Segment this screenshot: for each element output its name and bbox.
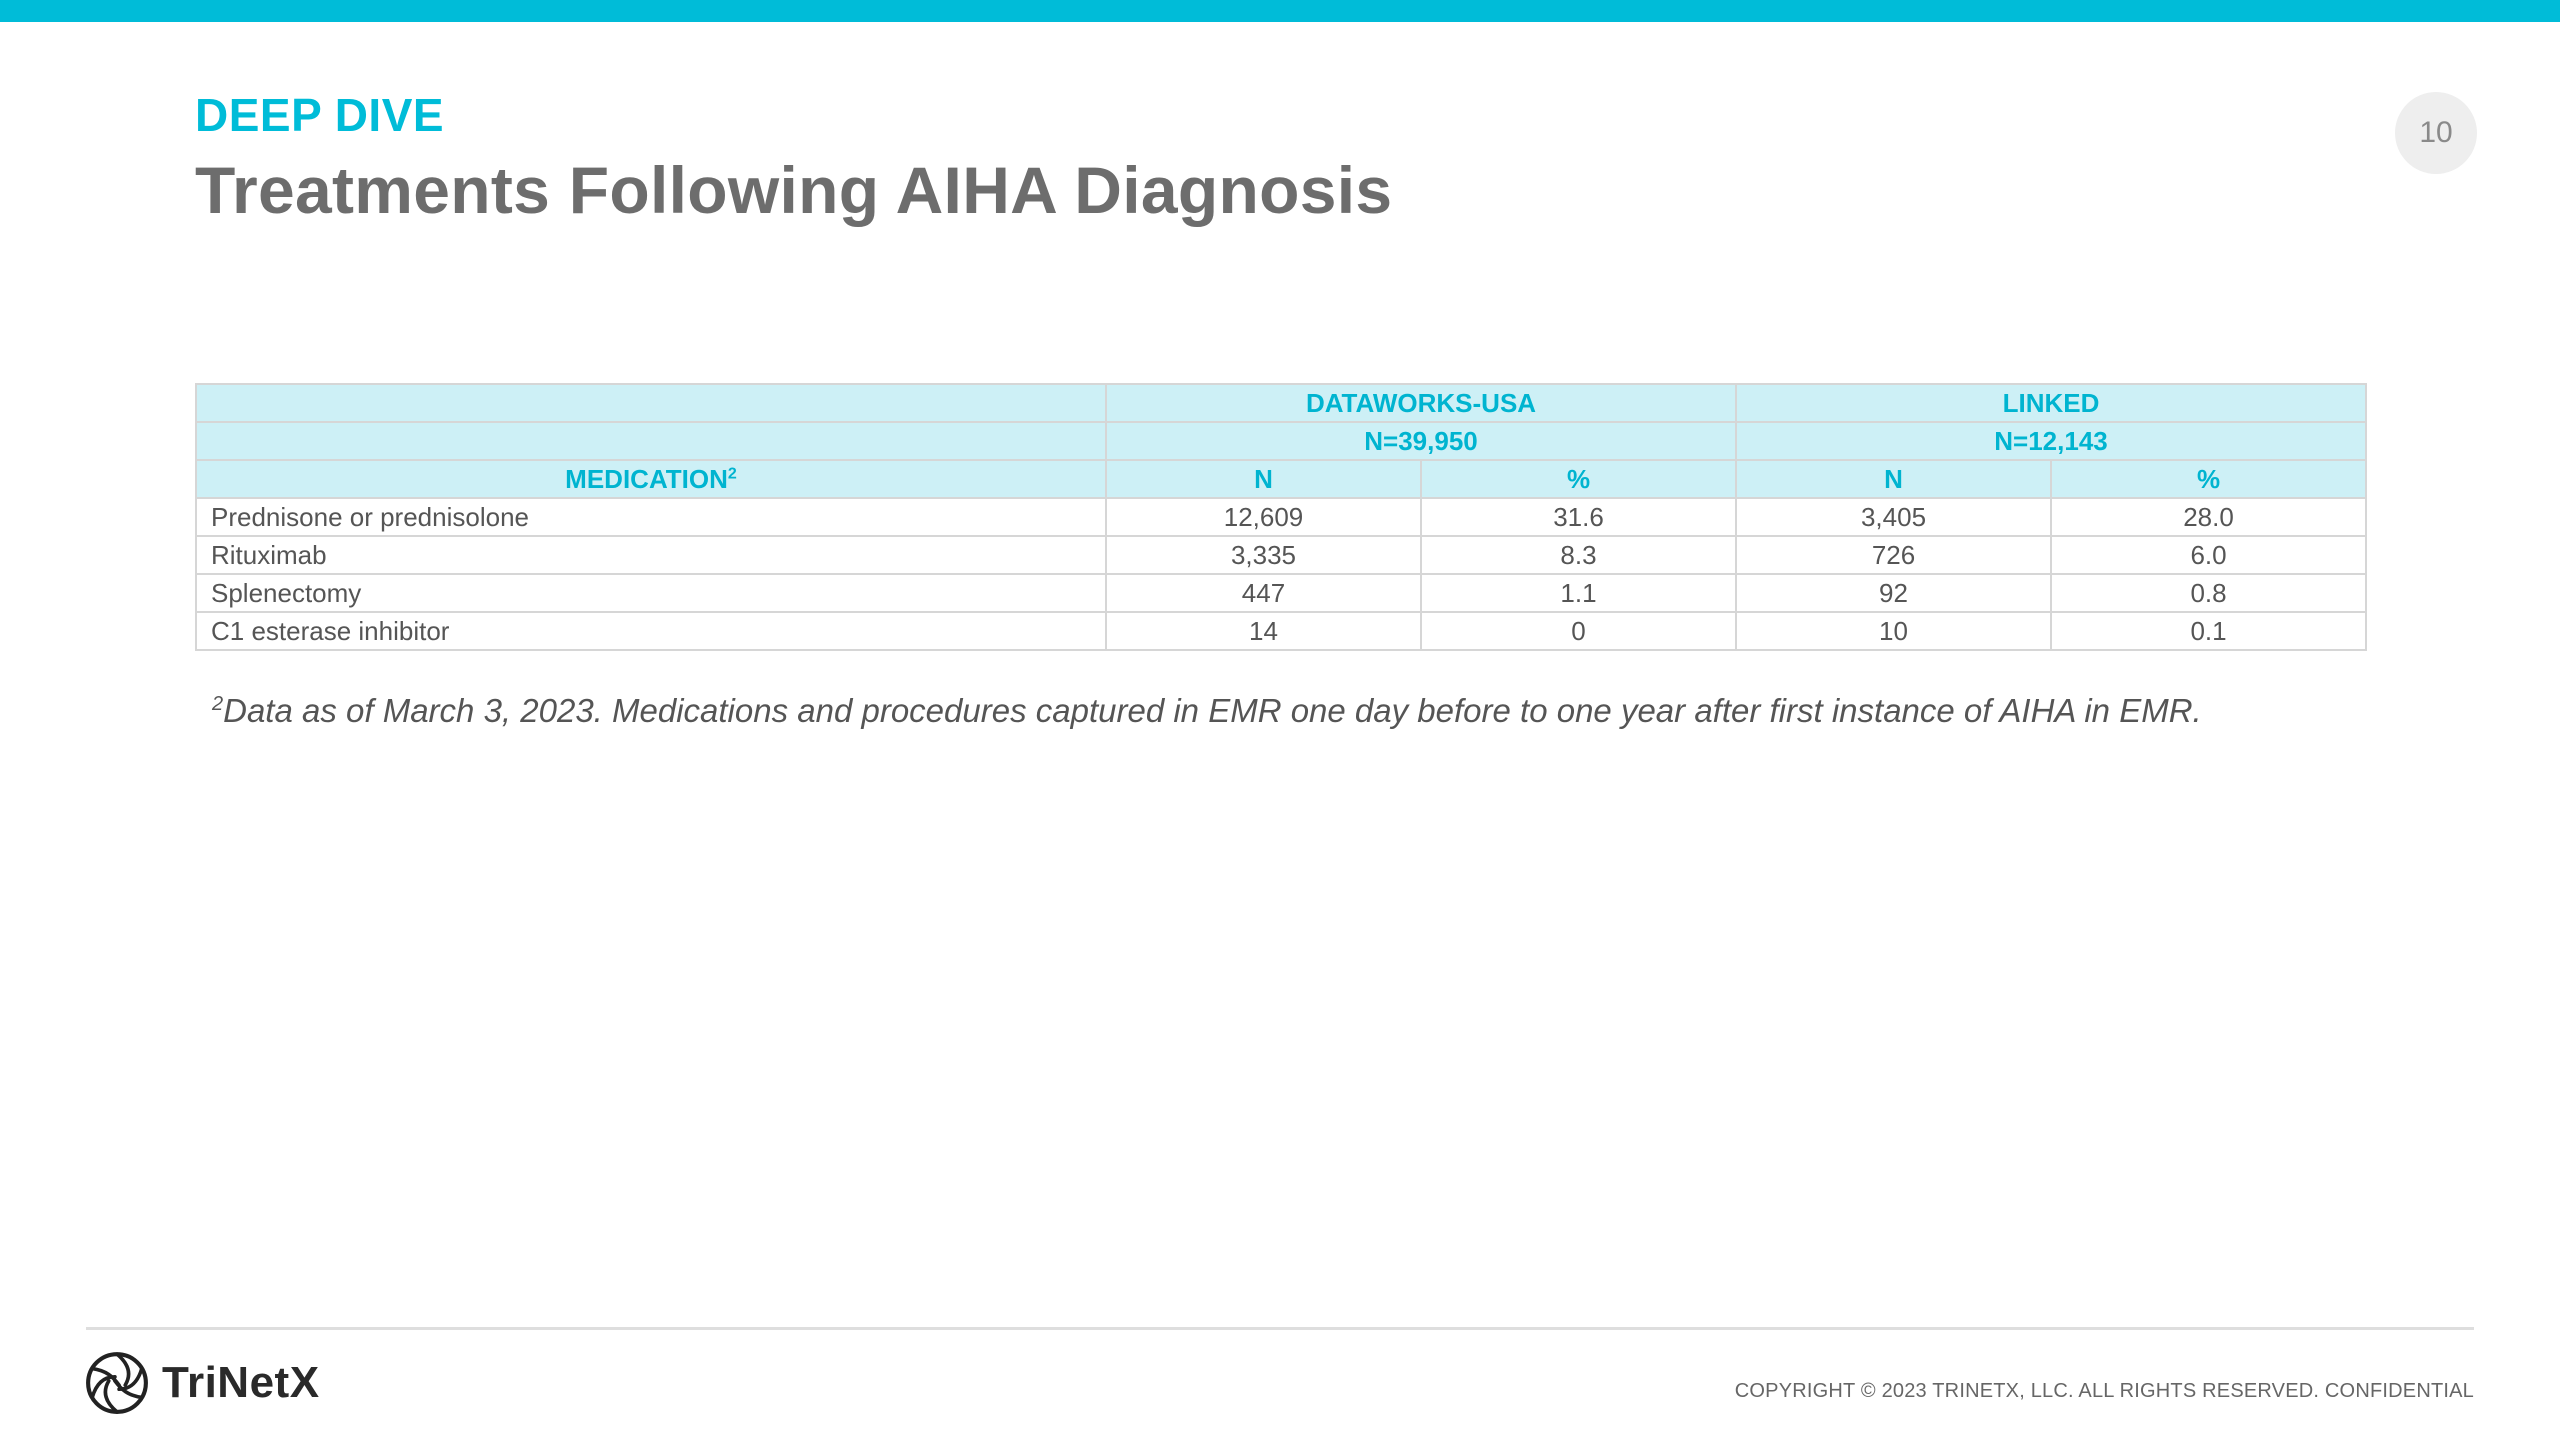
linked-n-cell: 3,405 bbox=[1736, 498, 2051, 536]
dw-n-cell: 447 bbox=[1106, 574, 1421, 612]
col-header-linked-n: N bbox=[1736, 460, 2051, 498]
footnote-marker: 2 bbox=[212, 693, 224, 715]
section-kicker: DEEP DIVE bbox=[195, 89, 445, 141]
footnote-text: Data as of March 3, 2023. Medications and procedures captured in EMR one day before to one year after first instance of AIHA in EMR. bbox=[223, 692, 2202, 729]
table-row bbox=[196, 612, 2366, 650]
table-row bbox=[196, 498, 2366, 536]
medication-column-header: MEDICATION$^2$ bbox=[196, 460, 1106, 498]
col-header-linked-pct: % bbox=[2051, 460, 2366, 498]
medication-cell: C1 esterase inhibitor bbox=[196, 612, 1106, 650]
page-title: Treatments Following AIHA Diagnosis bbox=[195, 153, 1393, 227]
table-row bbox=[196, 574, 2366, 612]
page-number-badge: 10 bbox=[2395, 92, 2477, 174]
table-group-header-row bbox=[196, 384, 2366, 422]
trinetx-logo bbox=[84, 1350, 320, 1416]
linked-n-cell: 10 bbox=[1736, 612, 2051, 650]
dw-n-cell: 14 bbox=[1106, 612, 1421, 650]
empty-header-cell bbox=[196, 384, 1106, 422]
footnote-ref: 2 bbox=[727, 464, 737, 482]
dw-pct-cell: 0 bbox=[1421, 612, 1736, 650]
medication-cell: Prednisone or prednisolone bbox=[196, 498, 1106, 536]
treatments-table bbox=[195, 383, 2367, 651]
linked-pct-cell: 28.0 bbox=[2051, 498, 2366, 536]
col-header-dw-n: N bbox=[1106, 460, 1421, 498]
group-header-dataworks: DATAWORKS-USA bbox=[1106, 384, 1736, 422]
dw-pct-cell: 1.1 bbox=[1421, 574, 1736, 612]
medication-cell: Splenectomy bbox=[196, 574, 1106, 612]
table-n-header-row bbox=[196, 422, 2366, 460]
copyright-notice: COPYRIGHT © 2023 TRINETX, LLC. ALL RIGHTS RESERVED. CONFIDENTIAL bbox=[1734, 1380, 2474, 1402]
footnote bbox=[212, 692, 2202, 730]
col-header-dw-pct: % bbox=[1421, 460, 1736, 498]
empty-header-cell bbox=[196, 422, 1106, 460]
linked-pct-cell: 0.1 bbox=[2051, 612, 2366, 650]
group-header-linked: LINKED bbox=[1736, 384, 2366, 422]
linked-pct-cell: 6.0 bbox=[2051, 536, 2366, 574]
dw-n-cell: 3,335 bbox=[1106, 536, 1421, 574]
linked-pct-cell: 0.8 bbox=[2051, 574, 2366, 612]
aperture-icon bbox=[84, 1350, 150, 1416]
top-accent-bar bbox=[0, 0, 2560, 22]
table-row bbox=[196, 536, 2366, 574]
group-n-dataworks: N=39,950 bbox=[1106, 422, 1736, 460]
table-column-header-row bbox=[196, 460, 2366, 498]
medication-cell: Rituximab bbox=[196, 536, 1106, 574]
footer-divider bbox=[86, 1327, 2474, 1330]
logo-wordmark: TriNetX bbox=[162, 1358, 320, 1407]
group-n-linked: N=12,143 bbox=[1736, 422, 2366, 460]
dw-pct-cell: 31.6 bbox=[1421, 498, 1736, 536]
dw-pct-cell: 8.3 bbox=[1421, 536, 1736, 574]
linked-n-cell: 92 bbox=[1736, 574, 2051, 612]
dw-n-cell: 12,609 bbox=[1106, 498, 1421, 536]
linked-n-cell: 726 bbox=[1736, 536, 2051, 574]
